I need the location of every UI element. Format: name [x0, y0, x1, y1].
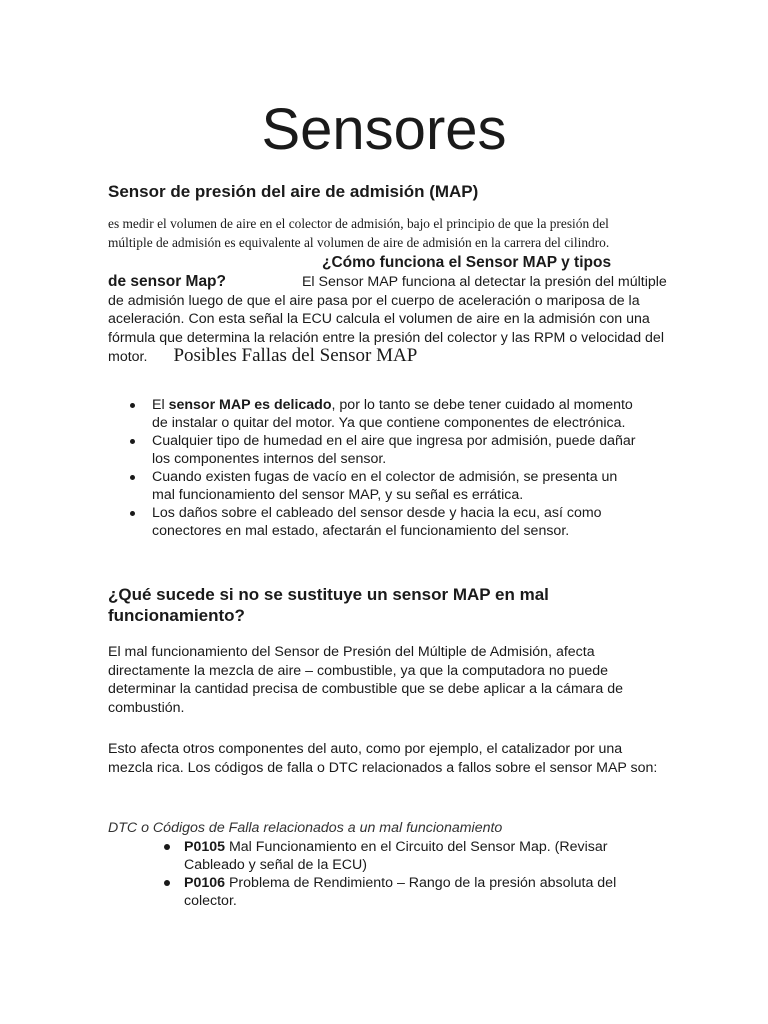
- dtc-code: P0106: [184, 875, 226, 891]
- dtc-code-item: [160, 874, 660, 910]
- failure-item: [124, 504, 644, 540]
- section-heading-consequences: ¿Qué sucede si no se sustituye un sensor MAP en mal funcionamiento?: [108, 585, 549, 625]
- intro-serif-text: es medir el volumen de aire en el colector de admisión, bajo el principio de que la presión del múltiple de admisión es equivalente al volumen de aire de admisión en la carrera del cilindro.: [108, 216, 610, 250]
- failure-text: El: [152, 397, 169, 413]
- dtc-label: DTC o Códigos de Falla relacionados a un mal funcionamiento: [108, 820, 503, 836]
- failure-text-rest: , por lo tanto se debe tener cuidado al momento de instalar o quitar del motor. Ya que contiene componentes de electrónica.: [152, 397, 633, 431]
- failure-text: Los daños sobre el cableado del sensor desde y hacia la ecu, así como conectores en mal estado, afectarán el funcionamiento del sensor.: [152, 505, 602, 539]
- failures-heading: Posibles Fallas del Sensor MAP: [173, 345, 418, 367]
- how-it-works-block: [108, 252, 668, 274]
- intro-serif-paragraph: [108, 214, 653, 252]
- inline-heading-part1: ¿Cómo funciona el Sensor MAP y tipos: [322, 254, 612, 271]
- failure-item: [124, 396, 644, 432]
- how-it-works-paragraph: [108, 273, 668, 367]
- consequences-paragraph-1: El mal funcionamiento del Sensor de Presión del Múltiple de Admisión, afecta directamente la mezcla de aire – combustible, ya que la computadora no puede determinar la cantidad precisa de combustible que se debe aplicar a la cámara de combustión.: [108, 644, 623, 716]
- failure-text: Cuando existen fugas de vacío en el colector de admisión, se presenta un mal funcionamiento del sensor MAP, y su señal es errática.: [152, 469, 618, 503]
- failure-text: Cualquier tipo de humedad en el aire que ingresa por admisión, puede dañar los componentes internos del sensor.: [152, 433, 636, 467]
- dtc-code-item: [160, 838, 660, 874]
- consequences-paragraph-2: Esto afecta otros componentes del auto, como por ejemplo, el catalizador por una mezcla rica. Los códigos de falla o DTC relacionados a fallos sobre el sensor MAP son:: [108, 741, 658, 776]
- section-heading-map: Sensor de presión del aire de admisión (MAP): [108, 182, 479, 201]
- dtc-codes-list: [160, 838, 660, 910]
- failure-emphasis: sensor MAP es delicado: [168, 397, 332, 413]
- page-title: Sensores: [261, 97, 507, 162]
- how-it-works-text: El Sensor MAP funciona al detectar la presión del múltiple de admisión luego de que el aire pasa por el cuerpo de aceleración o mariposa de la aceleración. Con esta señal la ECU calcula el volumen de aire en la admisión con una fórmula que determina la relación entre la presión del colector y las RPM o velocidad del motor.: [108, 274, 667, 366]
- dtc-description: Mal Funcionamiento en el Circuito del Sensor Map. (Revisar Cableado y señal de la ECU): [184, 839, 608, 873]
- inline-heading-part2: de sensor Map?: [108, 273, 226, 290]
- dtc-code: P0105: [184, 839, 226, 855]
- failure-item: [124, 468, 644, 504]
- failure-item: [124, 432, 644, 468]
- dtc-description: Problema de Rendimiento – Rango de la presión absoluta del colector.: [184, 875, 617, 909]
- inline-heading-line1: [108, 252, 668, 274]
- failures-list: [124, 396, 644, 540]
